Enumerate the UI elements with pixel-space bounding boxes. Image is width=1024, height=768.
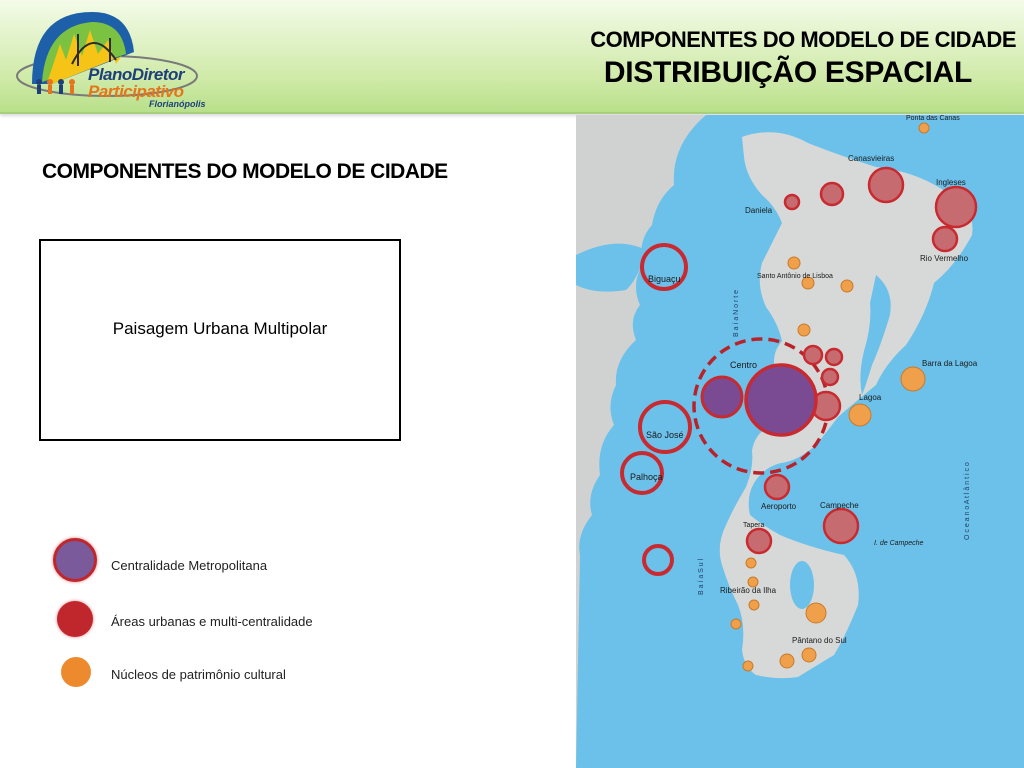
- metropolitan-swatch-icon: [53, 538, 97, 582]
- urban-swatch-icon: [57, 601, 93, 637]
- label-lagoa: Lagoa: [859, 393, 882, 402]
- label-ingleses: Ingleses: [936, 178, 966, 187]
- label-ilha-campeche: I. de Campeche: [874, 540, 924, 547]
- water-label-oceano: O c e a n o A t l â n t i c o: [964, 462, 971, 540]
- header-title: COMPONENTES DO MODELO DE CIDADE: [590, 27, 1016, 52]
- legend-item-urban: [45, 598, 405, 638]
- label-daniela: Daniela: [745, 206, 773, 215]
- section-heading: COMPONENTES DO MODELO DE CIDADE: [42, 160, 448, 183]
- label-centro: Centro: [730, 360, 758, 370]
- label-canasvieiras: Canasvieiras: [848, 154, 895, 163]
- logo-text-florianopolis: Florianópolis: [149, 99, 206, 109]
- label-biguacu: Biguaçu: [648, 274, 681, 284]
- label-rio-vermelho: Rio Vermelho: [920, 254, 969, 263]
- legend-label: Áreas urbanas e multi-centralidade: [111, 614, 313, 629]
- label-santo-antonio: Santo Antônio de Lisboa: [757, 273, 833, 280]
- plano-diretor-logo[interactable]: [12, 4, 212, 110]
- water-label-baia-sul: B a í a S u l: [698, 558, 705, 595]
- label-ribeirao-da-ilha: Ribeirão da Ilha: [720, 586, 777, 595]
- label-pantano-do-sul: Pântano do Sul: [792, 636, 847, 645]
- legend-item-heritage: [45, 653, 405, 693]
- heritage-swatch-icon: [61, 657, 91, 687]
- label-ponta-das-canas: Ponta das Canas: [906, 115, 960, 122]
- label-aeroporto: Aeroporto: [761, 502, 797, 511]
- header-subtitle: DISTRIBUIÇÃO ESPACIAL: [603, 56, 972, 89]
- label-sao-jose: São José: [646, 430, 684, 440]
- header-banner: [0, 0, 1024, 114]
- map-legend: [45, 528, 405, 700]
- florianopolis-map: [576, 115, 1024, 768]
- legend-label: Núcleos de patrimônio cultural: [111, 667, 286, 682]
- label-tapera: Tapera: [743, 522, 765, 529]
- text-box-label: Paisagem Urbana Multipolar: [112, 319, 328, 338]
- centro-metropolitan: [746, 365, 816, 435]
- label-palhoca: Palhoça: [630, 472, 663, 482]
- logo-text-plano-diretor: PlanoDiretor: [88, 65, 185, 84]
- legend-label: Centralidade Metropolitana: [111, 558, 268, 573]
- legend-item-metropolitan: [45, 536, 405, 576]
- water-label-baia-norte: B a í a N o r t e: [733, 289, 740, 337]
- map-svg: [576, 115, 1024, 768]
- logo-text-participativo: Participativo: [88, 82, 184, 101]
- centro-small-metropolitan: [702, 377, 742, 417]
- text-box: [39, 239, 401, 441]
- label-barra-da-lagoa: Barra da Lagoa: [922, 359, 978, 368]
- label-campeche: Campeche: [820, 501, 859, 510]
